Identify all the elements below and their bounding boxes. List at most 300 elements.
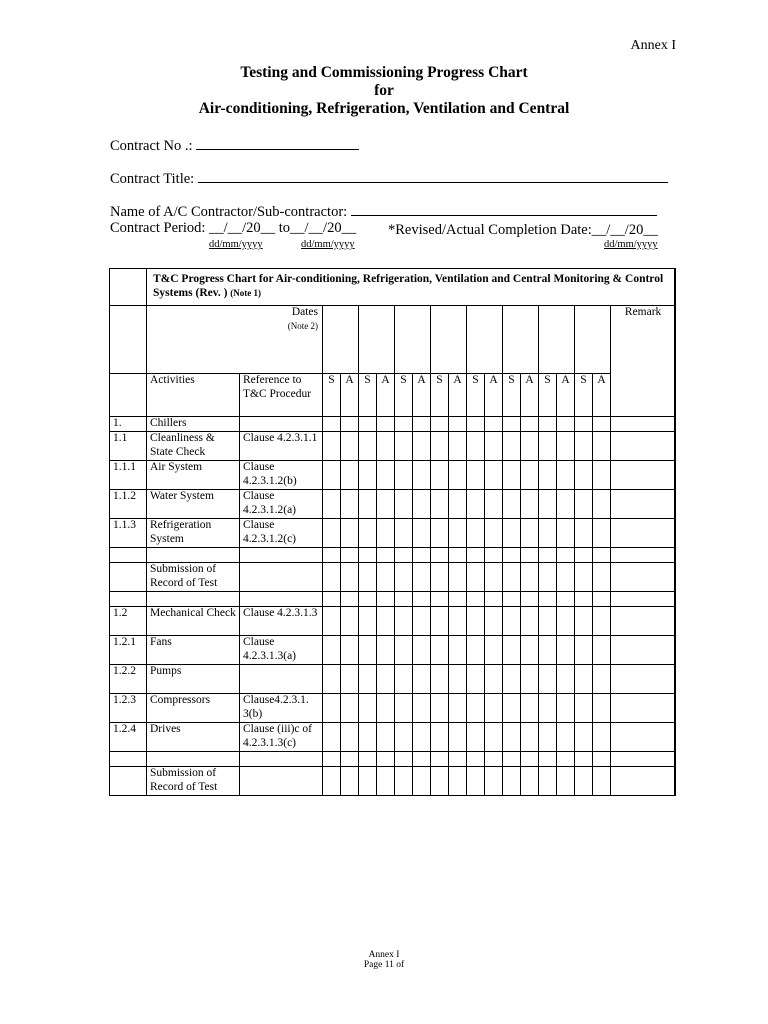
progress-cell[interactable] <box>593 694 611 723</box>
activity-cell: Drives <box>147 723 240 752</box>
progress-cell[interactable] <box>413 636 431 665</box>
contract-period-label[interactable]: Contract Period: __/__/20__ to__/__/20__ <box>110 220 357 236</box>
progress-cell[interactable] <box>503 548 521 563</box>
contract-title-label: Contract Title: <box>110 171 195 187</box>
progress-cell[interactable] <box>449 752 467 767</box>
progress-cell[interactable] <box>557 723 575 752</box>
progress-cell[interactable] <box>575 490 593 519</box>
progress-cell[interactable] <box>557 607 575 636</box>
table-row <box>110 519 676 548</box>
progress-cell[interactable] <box>593 563 611 592</box>
contract-title-field[interactable] <box>198 170 668 183</box>
progress-cell[interactable] <box>377 723 395 752</box>
progress-cell[interactable] <box>431 592 449 607</box>
progress-cell[interactable] <box>521 432 539 461</box>
progress-cell[interactable] <box>377 563 395 592</box>
progress-cell[interactable] <box>431 636 449 665</box>
row-number: 1.1 <box>110 432 147 461</box>
date-slot[interactable] <box>575 306 611 374</box>
progress-cell[interactable] <box>431 417 449 432</box>
progress-cell[interactable] <box>323 519 341 548</box>
progress-cell[interactable] <box>503 665 521 694</box>
activity-cell <box>147 752 240 767</box>
progress-cell[interactable] <box>503 490 521 519</box>
progress-cell[interactable] <box>557 752 575 767</box>
remark-cell[interactable] <box>611 563 676 592</box>
remark-cell[interactable] <box>611 592 676 607</box>
progress-cell[interactable] <box>539 636 557 665</box>
progress-cell[interactable] <box>323 636 341 665</box>
progress-cell[interactable] <box>395 461 413 490</box>
progress-cell[interactable] <box>485 519 503 548</box>
date-slot[interactable] <box>323 306 359 374</box>
progress-cell[interactable] <box>449 461 467 490</box>
progress-cell[interactable] <box>377 548 395 563</box>
progress-cell[interactable] <box>521 694 539 723</box>
progress-cell[interactable] <box>539 607 557 636</box>
table-row <box>110 767 676 796</box>
progress-cell[interactable] <box>413 490 431 519</box>
progress-cell[interactable] <box>395 694 413 723</box>
progress-cell[interactable] <box>539 752 557 767</box>
progress-cell[interactable] <box>593 461 611 490</box>
progress-cell[interactable] <box>557 417 575 432</box>
progress-cell[interactable] <box>539 417 557 432</box>
progress-cell[interactable] <box>431 767 449 796</box>
row-number: 1.1.1 <box>110 461 147 490</box>
progress-cell[interactable] <box>521 607 539 636</box>
progress-cell[interactable] <box>467 461 485 490</box>
progress-cell[interactable] <box>377 767 395 796</box>
progress-cell[interactable] <box>557 519 575 548</box>
remark-cell[interactable] <box>611 519 676 548</box>
progress-cell[interactable] <box>485 636 503 665</box>
progress-cell[interactable] <box>575 665 593 694</box>
progress-cell[interactable] <box>485 490 503 519</box>
progress-cell[interactable] <box>557 461 575 490</box>
progress-cell[interactable] <box>575 563 593 592</box>
progress-cell[interactable] <box>413 767 431 796</box>
table-row <box>110 490 676 519</box>
progress-cell[interactable] <box>413 694 431 723</box>
progress-cell[interactable] <box>593 548 611 563</box>
progress-cell[interactable] <box>341 752 359 767</box>
progress-cell[interactable] <box>539 548 557 563</box>
table-row <box>110 432 676 461</box>
date-format-hint-1: dd/mm/yyyy <box>209 239 263 250</box>
progress-cell[interactable] <box>539 767 557 796</box>
progress-cell[interactable] <box>341 592 359 607</box>
progress-cell[interactable] <box>431 490 449 519</box>
progress-cell[interactable] <box>539 592 557 607</box>
progress-cell[interactable] <box>413 417 431 432</box>
progress-cell[interactable] <box>521 636 539 665</box>
progress-cell[interactable] <box>503 432 521 461</box>
progress-cell[interactable] <box>467 563 485 592</box>
progress-cell[interactable] <box>593 607 611 636</box>
progress-cell[interactable] <box>557 694 575 723</box>
progress-cell[interactable] <box>449 767 467 796</box>
page-title-line1: Testing and Commissioning Progress Chart <box>240 64 528 81</box>
progress-cell[interactable] <box>431 563 449 592</box>
table-row <box>110 417 676 432</box>
progress-cell[interactable] <box>359 417 377 432</box>
progress-cell[interactable] <box>377 694 395 723</box>
progress-cell[interactable] <box>341 519 359 548</box>
progress-cell[interactable] <box>467 694 485 723</box>
progress-cell[interactable] <box>359 636 377 665</box>
progress-cell[interactable] <box>323 432 341 461</box>
progress-cell[interactable] <box>413 519 431 548</box>
progress-cell[interactable] <box>395 490 413 519</box>
progress-cell[interactable] <box>395 519 413 548</box>
contract-title-row <box>110 170 668 188</box>
progress-cell[interactable] <box>341 563 359 592</box>
progress-cell[interactable] <box>467 548 485 563</box>
progress-cell[interactable] <box>449 636 467 665</box>
progress-cell[interactable] <box>431 665 449 694</box>
progress-cell[interactable] <box>413 592 431 607</box>
progress-cell[interactable] <box>521 461 539 490</box>
progress-cell[interactable] <box>395 592 413 607</box>
progress-cell[interactable] <box>521 563 539 592</box>
progress-cell[interactable] <box>575 548 593 563</box>
progress-cell[interactable] <box>503 519 521 548</box>
remark-cell[interactable] <box>611 752 676 767</box>
progress-cell[interactable] <box>431 519 449 548</box>
progress-cell[interactable] <box>431 752 449 767</box>
progress-cell[interactable] <box>359 607 377 636</box>
progress-cell[interactable] <box>593 432 611 461</box>
progress-cell[interactable] <box>431 607 449 636</box>
progress-cell[interactable] <box>431 432 449 461</box>
completion-date-label[interactable]: *Revised/Actual Completion Date:__/__/20__ <box>388 222 658 238</box>
table-row <box>110 723 676 752</box>
progress-cell[interactable] <box>377 636 395 665</box>
progress-cell[interactable] <box>467 636 485 665</box>
remark-cell[interactable] <box>611 432 676 461</box>
progress-cell[interactable] <box>323 752 341 767</box>
activity-cell: Pumps <box>147 665 240 694</box>
progress-cell[interactable] <box>575 417 593 432</box>
progress-cell[interactable] <box>593 490 611 519</box>
remark-cell[interactable] <box>611 767 676 796</box>
remark-cell[interactable] <box>611 665 676 694</box>
progress-cell[interactable] <box>413 752 431 767</box>
progress-cell[interactable] <box>521 592 539 607</box>
progress-cell[interactable] <box>467 767 485 796</box>
progress-cell[interactable] <box>467 417 485 432</box>
progress-cell[interactable] <box>593 417 611 432</box>
progress-cell[interactable] <box>395 636 413 665</box>
progress-cell[interactable] <box>467 592 485 607</box>
progress-cell[interactable] <box>539 461 557 490</box>
progress-cell[interactable] <box>323 665 341 694</box>
reference-cell <box>240 665 323 694</box>
progress-cell[interactable] <box>539 432 557 461</box>
progress-cell[interactable] <box>323 548 341 563</box>
row-number: 1.1.2 <box>110 490 147 519</box>
progress-cell[interactable] <box>449 519 467 548</box>
progress-cell[interactable] <box>503 636 521 665</box>
progress-cell[interactable] <box>575 752 593 767</box>
progress-cell[interactable] <box>359 694 377 723</box>
progress-cell[interactable] <box>539 723 557 752</box>
progress-cell[interactable] <box>593 767 611 796</box>
progress-cell[interactable] <box>593 665 611 694</box>
progress-cell[interactable] <box>413 665 431 694</box>
progress-cell[interactable] <box>341 432 359 461</box>
progress-cell[interactable] <box>539 694 557 723</box>
progress-cell[interactable] <box>377 461 395 490</box>
progress-cell[interactable] <box>521 490 539 519</box>
progress-cell[interactable] <box>557 548 575 563</box>
progress-cell[interactable] <box>503 767 521 796</box>
progress-cell[interactable] <box>431 548 449 563</box>
progress-cell[interactable] <box>413 607 431 636</box>
progress-cell[interactable] <box>593 723 611 752</box>
progress-cell[interactable] <box>341 636 359 665</box>
progress-cell[interactable] <box>575 519 593 548</box>
remark-cell[interactable] <box>611 607 676 636</box>
progress-cell[interactable] <box>323 563 341 592</box>
progress-cell[interactable] <box>485 461 503 490</box>
progress-cell[interactable] <box>557 432 575 461</box>
progress-cell[interactable] <box>593 636 611 665</box>
progress-cell[interactable] <box>377 592 395 607</box>
progress-cell[interactable] <box>539 519 557 548</box>
progress-cell[interactable] <box>485 723 503 752</box>
progress-cell[interactable] <box>557 490 575 519</box>
progress-cell[interactable] <box>485 607 503 636</box>
progress-cell[interactable] <box>341 767 359 796</box>
sa-header-scheduled: S <box>467 374 485 417</box>
progress-cell[interactable] <box>521 723 539 752</box>
progress-cell[interactable] <box>359 490 377 519</box>
progress-cell[interactable] <box>449 694 467 723</box>
sa-header-actual: A <box>485 374 503 417</box>
date-slot[interactable] <box>431 306 467 374</box>
progress-cell[interactable] <box>575 636 593 665</box>
progress-cell[interactable] <box>323 592 341 607</box>
progress-cell[interactable] <box>395 665 413 694</box>
progress-cell[interactable] <box>521 519 539 548</box>
progress-cell[interactable] <box>503 417 521 432</box>
progress-cell[interactable] <box>341 417 359 432</box>
progress-cell[interactable] <box>395 752 413 767</box>
progress-cell[interactable] <box>557 767 575 796</box>
progress-cell[interactable] <box>503 607 521 636</box>
progress-cell[interactable] <box>575 767 593 796</box>
progress-cell[interactable] <box>485 432 503 461</box>
progress-cell[interactable] <box>323 461 341 490</box>
progress-cell[interactable] <box>521 665 539 694</box>
progress-cell[interactable] <box>449 417 467 432</box>
remark-cell[interactable] <box>611 636 676 665</box>
progress-cell[interactable] <box>521 548 539 563</box>
progress-cell[interactable] <box>377 490 395 519</box>
progress-cell[interactable] <box>341 490 359 519</box>
progress-cell[interactable] <box>485 592 503 607</box>
progress-cell[interactable] <box>449 432 467 461</box>
progress-cell[interactable] <box>467 665 485 694</box>
progress-cell[interactable] <box>341 607 359 636</box>
progress-cell[interactable] <box>485 563 503 592</box>
progress-cell[interactable] <box>575 723 593 752</box>
progress-cell[interactable] <box>413 723 431 752</box>
progress-cell[interactable] <box>359 767 377 796</box>
progress-cell[interactable] <box>341 461 359 490</box>
progress-cell[interactable] <box>359 723 377 752</box>
remark-cell[interactable] <box>611 723 676 752</box>
progress-cell[interactable] <box>485 767 503 796</box>
progress-chart-table <box>109 268 676 796</box>
progress-cell[interactable] <box>341 665 359 694</box>
progress-cell[interactable] <box>413 461 431 490</box>
date-slot[interactable] <box>395 306 431 374</box>
date-slot[interactable] <box>539 306 575 374</box>
remark-cell[interactable] <box>611 490 676 519</box>
reference-cell <box>240 548 323 563</box>
progress-cell[interactable] <box>467 432 485 461</box>
progress-cell[interactable] <box>413 548 431 563</box>
progress-cell[interactable] <box>485 665 503 694</box>
progress-cell[interactable] <box>359 563 377 592</box>
progress-cell[interactable] <box>467 723 485 752</box>
progress-cell[interactable] <box>449 592 467 607</box>
progress-cell[interactable] <box>323 767 341 796</box>
progress-cell[interactable] <box>503 461 521 490</box>
remark-cell[interactable] <box>611 694 676 723</box>
progress-cell[interactable] <box>449 490 467 519</box>
progress-cell[interactable] <box>575 607 593 636</box>
progress-cell[interactable] <box>377 519 395 548</box>
progress-cell[interactable] <box>431 723 449 752</box>
progress-cell[interactable] <box>575 432 593 461</box>
progress-cell[interactable] <box>575 592 593 607</box>
progress-cell[interactable] <box>521 767 539 796</box>
progress-cell[interactable] <box>575 694 593 723</box>
progress-cell[interactable] <box>359 548 377 563</box>
progress-cell[interactable] <box>485 417 503 432</box>
progress-cell[interactable] <box>485 752 503 767</box>
progress-cell[interactable] <box>395 548 413 563</box>
progress-cell[interactable] <box>593 752 611 767</box>
remark-cell[interactable] <box>611 417 676 432</box>
reference-cell: Clause4.2.3.1. 3(b) <box>240 694 323 723</box>
contract-no-field[interactable] <box>196 137 359 150</box>
progress-cell[interactable] <box>341 723 359 752</box>
progress-cell[interactable] <box>557 636 575 665</box>
progress-cell[interactable] <box>557 665 575 694</box>
progress-cell[interactable] <box>449 665 467 694</box>
progress-cell[interactable] <box>377 752 395 767</box>
progress-cell[interactable] <box>377 417 395 432</box>
row-number: 1.1.3 <box>110 519 147 548</box>
progress-cell[interactable] <box>395 432 413 461</box>
reference-cell: Clause 4.2.3.1.1 <box>240 432 323 461</box>
progress-cell[interactable] <box>503 563 521 592</box>
progress-cell[interactable] <box>323 694 341 723</box>
progress-cell[interactable] <box>359 665 377 694</box>
progress-cell[interactable] <box>467 752 485 767</box>
progress-cell[interactable] <box>449 563 467 592</box>
progress-cell[interactable] <box>575 461 593 490</box>
progress-cell[interactable] <box>395 563 413 592</box>
progress-cell[interactable] <box>413 432 431 461</box>
progress-cell[interactable] <box>359 592 377 607</box>
progress-cell[interactable] <box>557 563 575 592</box>
sa-header-scheduled: S <box>395 374 413 417</box>
progress-cell[interactable] <box>485 548 503 563</box>
progress-cell[interactable] <box>359 432 377 461</box>
progress-cell[interactable] <box>467 490 485 519</box>
progress-cell[interactable] <box>323 607 341 636</box>
progress-cell[interactable] <box>521 752 539 767</box>
reference-cell: Clause 4.2.3.1.2(a) <box>240 490 323 519</box>
progress-cell[interactable] <box>503 592 521 607</box>
date-slot[interactable] <box>503 306 539 374</box>
progress-cell[interactable] <box>593 592 611 607</box>
progress-cell[interactable] <box>557 592 575 607</box>
progress-cell[interactable] <box>593 519 611 548</box>
progress-cell[interactable] <box>503 694 521 723</box>
progress-cell[interactable] <box>431 694 449 723</box>
progress-cell[interactable] <box>539 665 557 694</box>
contract-no-row <box>110 137 359 155</box>
progress-cell[interactable] <box>539 490 557 519</box>
progress-cell[interactable] <box>449 723 467 752</box>
progress-cell[interactable] <box>395 417 413 432</box>
progress-cell[interactable] <box>503 723 521 752</box>
sa-header-scheduled: S <box>539 374 557 417</box>
progress-cell[interactable] <box>503 752 521 767</box>
progress-cell[interactable] <box>449 548 467 563</box>
progress-cell[interactable] <box>449 607 467 636</box>
progress-cell[interactable] <box>485 694 503 723</box>
date-slot[interactable] <box>467 306 503 374</box>
annex-label: Annex I <box>630 38 676 53</box>
progress-cell[interactable] <box>341 548 359 563</box>
progress-cell[interactable] <box>431 461 449 490</box>
progress-cell[interactable] <box>359 461 377 490</box>
progress-cell[interactable] <box>323 723 341 752</box>
table-row <box>110 694 676 723</box>
progress-cell[interactable] <box>359 752 377 767</box>
progress-cell[interactable] <box>377 665 395 694</box>
progress-cell[interactable] <box>323 490 341 519</box>
progress-cell[interactable] <box>395 767 413 796</box>
contractor-field[interactable] <box>351 203 657 216</box>
progress-cell[interactable] <box>467 607 485 636</box>
progress-cell[interactable] <box>539 563 557 592</box>
remark-cell[interactable] <box>611 548 676 563</box>
progress-cell[interactable] <box>413 563 431 592</box>
progress-cell[interactable] <box>377 607 395 636</box>
progress-cell[interactable] <box>467 519 485 548</box>
progress-cell[interactable] <box>377 432 395 461</box>
progress-cell[interactable] <box>395 607 413 636</box>
date-slot[interactable] <box>359 306 395 374</box>
remark-cell[interactable] <box>611 461 676 490</box>
progress-cell[interactable] <box>341 694 359 723</box>
dates-row <box>110 306 676 374</box>
progress-cell[interactable] <box>395 723 413 752</box>
sa-header-scheduled: S <box>503 374 521 417</box>
progress-cell[interactable] <box>323 417 341 432</box>
progress-cell[interactable] <box>359 519 377 548</box>
progress-cell[interactable] <box>521 417 539 432</box>
